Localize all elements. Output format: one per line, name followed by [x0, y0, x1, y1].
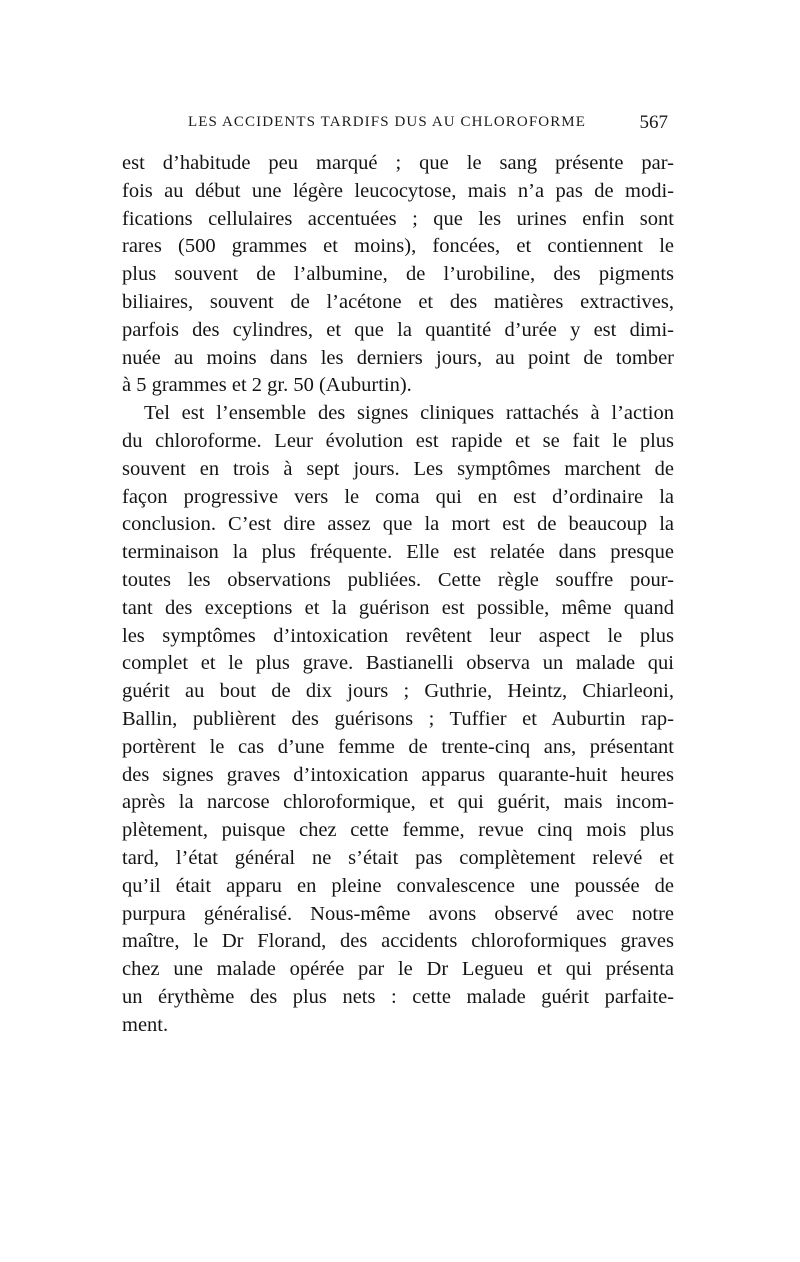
text-line: tard, l’état général ne s’était pas complètement relevé et [122, 846, 674, 869]
text-line: qu’il était apparu en pleine convalescence une poussée de [122, 874, 674, 897]
text-line: Ballin, publièrent des guérisons ; Tuffier et Auburtin rap- [122, 707, 674, 730]
text-line: portèrent le cas d’une femme de trente-cinq ans, présentant [122, 735, 674, 758]
text-line: complet et le plus grave. Bastianelli observa un malade qui [122, 652, 674, 675]
text-line: fications cellulaires accentuées ; que les urines enfin sont [122, 207, 674, 230]
text-line: toutes les observations publiées. Cette règle souffre pour- [122, 568, 674, 591]
text-line: après la narcose chloroformique, et qui guérit, mais incom- [122, 791, 674, 814]
text-line: tant des exceptions et la guérison est possible, même quand [122, 596, 674, 619]
text-line: plètement, puisque chez cette femme, revue cinq mois plus [122, 819, 674, 842]
running-title: LES ACCIDENTS TARDIFS DUS AU CHLOROFORME [188, 114, 586, 130]
text-line: parfois des cylindres, et que la quantité d’urée y est dimi- [122, 318, 674, 341]
text-line: façon progressive vers le coma qui en est d’ordinaire la [122, 485, 674, 508]
text-line: plus souvent de l’albumine, de l’urobiline, des pigments [122, 263, 674, 286]
text-line: à 5 grammes et 2 gr. 50 (Auburtin). [122, 374, 412, 397]
text-line: les symptômes d’intoxication revêtent leur aspect le plus [122, 624, 674, 647]
page-number: 567 [639, 112, 668, 133]
text-line: est d’habitude peu marqué ; que le sang présente par- [122, 152, 674, 174]
text-line: souvent en trois à sept jours. Les symptômes marchent de [122, 457, 674, 480]
text-line: Tel est l’ensemble des signes cliniques rattachés à l’action [144, 402, 674, 425]
text-line: purpura généralisé. Nous-même avons observé avec notre [122, 902, 674, 925]
text-line: du chloroforme. Leur évolution est rapide et se fait le plus [122, 429, 674, 452]
text-line: terminaison la plus fréquente. Elle est relatée dans presque [122, 541, 674, 564]
text-line: maître, le Dr Florand, des accidents chloroformiques graves [122, 930, 674, 953]
text-line: ment. [122, 1013, 169, 1036]
text-line: conclusion. C’est dire assez que la mort est de beaucoup la [122, 513, 674, 536]
text-line: un érythème des plus nets : cette malade guérit parfaite- [122, 985, 674, 1008]
text-line: biliaires, souvent de l’acétone et des matières extractives, [122, 290, 674, 313]
text-line: des signes graves d’intoxication apparus quarante-huit heures [122, 763, 674, 786]
body-text [122, 150, 674, 1040]
running-header [188, 114, 668, 136]
text-line: nuée au moins dans les derniers jours, au point de tomber [122, 346, 674, 369]
text-line: chez une malade opérée par le Dr Legueu et qui présenta [122, 958, 674, 981]
text-line: rares (500 grammes et moins), foncées, et contiennent le [122, 235, 674, 258]
text-line: guérit au bout de dix jours ; Guthrie, Heintz, Chiarleoni, [122, 680, 674, 703]
text-line: fois au début une légère leucocytose, mais n’a pas de modi- [122, 179, 674, 202]
